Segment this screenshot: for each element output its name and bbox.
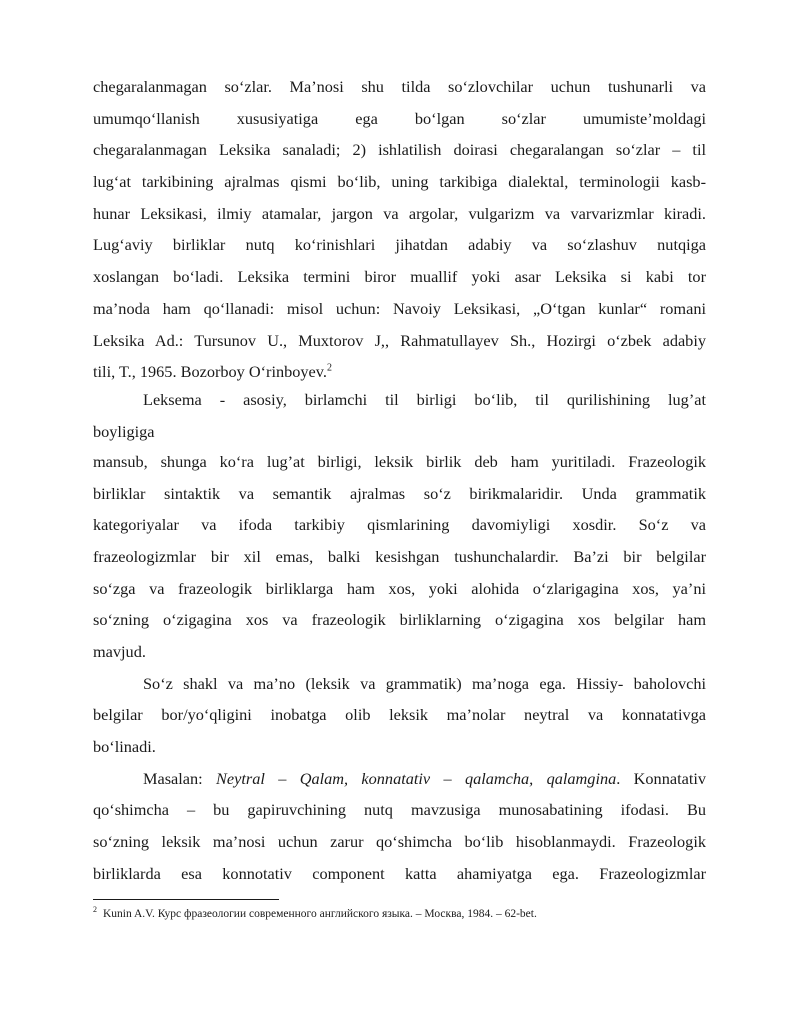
text-line: mavjud. (93, 642, 146, 661)
text-line: birliklar sintaktik va semantik ajralmas so‘z birikmalaridir. Unda grammatik (93, 483, 706, 503)
footnote (93, 905, 706, 920)
text-line: Leksika Ad.: Tursunov U., Muxtorov J,, Rahmatullayev Sh., Hozirgi o‘zbek adabiy (93, 330, 706, 350)
text-line: kategoriyalar va ifoda tarkibiy qismlarining davomiyligi xosdir. So‘z va (93, 515, 706, 535)
text-line: so‘zning o‘zigagina xos va frazeologik birliklarning o‘zigagina xos belgilar ham (93, 610, 706, 630)
text-line: Leksema - asosiy, birlamchi til birligi bo‘lib, til qurilishining lug’at (143, 390, 706, 410)
text-line: boyligiga (93, 421, 155, 441)
text-line (93, 358, 706, 386)
text-line: birliklarda esa konnotativ component katta ahamiyatga ega. Frazeologizmlar (93, 863, 706, 883)
text-line: frazeologizmlar bir xil emas, balki kesishgan tushunchalardir. Ba’zi bir belgilar (93, 546, 706, 566)
footnote-divider (93, 899, 279, 900)
text-line: xoslangan bo‘ladi. Leksika termini biror muallif yoki asar Leksika si kabi tor (93, 267, 706, 287)
text-line: qo‘shimcha – bu gapiruvchining nutq mavzusiga munosabatining ifodasi. Bu (93, 800, 706, 820)
text-line: lug‘at tarkibining ajralmas qismi bo‘lib, uning tarkibiga dialektal, terminologii kasb- (93, 172, 706, 192)
footnote-number: 2 (93, 905, 97, 915)
text-span: . Konnatativ (616, 768, 707, 788)
text-line: so‘zning leksik ma’nosi uchun zarur qo‘shimcha bo‘lib hisoblanmaydi. Frazeologik (93, 832, 706, 852)
text-line: Lug‘aviy birliklar nutq ko‘rinishlari jihatdan adabiy va so‘zlashuv nutqiga (93, 235, 706, 255)
text-line: mansub, shunga ko‘ra lug’at birligi, leksik birlik deb ham yuritiladi. Frazeologik (93, 451, 706, 471)
text-line: belgilar bor/yo‘qligini inobatga olib leksik ma’nolar neytral va konnatativga (93, 705, 706, 725)
text-line: chegaralanmagan Leksika sanaladi; 2) ishlatilish doirasi chegaralangan so‘zlar – til (93, 140, 706, 160)
text-line: so‘zga va frazeologik birliklarga ham xos, yoki alohida o‘zlarigagina xos, ya’ni (93, 578, 706, 598)
footnote-text: Kunin A.V. Курс фразеологии современного английского языка. – Москва, 1984. – 62-bet. (103, 908, 537, 920)
text-line: hunar Leksikasi, ilmiy atamalar, jargon va argolar, vulgarizm va varvarizmlar kiradi. (93, 203, 706, 223)
text-line: chegaralanmagan so‘zlar. Ma’nosi shu tilda so‘zlovchilar uchun tushunarli va (93, 77, 706, 96)
text-span: Masalan: (143, 768, 217, 788)
body-text (93, 73, 706, 892)
text-line: ma’noda ham qo‘llanadi: misol uchun: Navoiy Leksikasi, „O‘tgan kunlar“ romani (93, 298, 706, 318)
footnote-ref: 2 (326, 362, 332, 374)
text-line (93, 765, 706, 797)
text-span: tili, T., 1965. Bozorboy O‘rinboyev. (93, 362, 327, 382)
text-line: So‘z shakl va ma’no (leksik va grammatik) ma’noga ega. Hissiy- baholovchi (143, 673, 706, 693)
italic-example: Neytral – Qalam, konnatativ – qalamcha, qalamgina (216, 768, 617, 788)
text-line: umumqo‘llanish xususiyatiga ega bo‘lgan so‘zlar umumiste’moldagi (93, 108, 706, 128)
text-line: bo‘linadi. (93, 737, 156, 757)
